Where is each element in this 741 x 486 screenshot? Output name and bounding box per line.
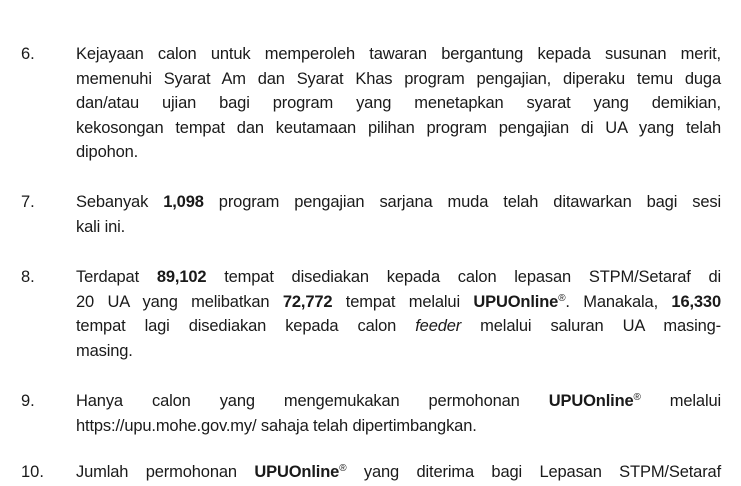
item-paragraph: [76, 460, 721, 485]
paragraph-line: memenuhi Syarat Am dan Syarat Khas program pengajian, diperaku temu duga: [76, 69, 721, 88]
item-number: 8.: [21, 268, 35, 286]
total-places: 89,102: [156, 268, 207, 286]
registered-mark: ®: [558, 292, 566, 304]
registered-mark: ®: [633, 392, 641, 403]
feeder-term: feeder: [415, 317, 462, 335]
paragraph-line: Kejayaan calon untuk memperoleh tawaran bergantung kepada susunan merit,: [76, 45, 721, 63]
item-number: 10.: [21, 463, 44, 481]
paragraph-line: dan/atau ujian bagi program yang menetapkan syarat yang demikian,: [76, 94, 721, 112]
paragraph-line: Jumlah permohonan UPUOnline® yang diterima bagi Lepasan STPM/Setaraf: [76, 463, 722, 481]
paragraph-line: 20 UA yang melibatkan 72,772 tempat melalui UPUOnline®. Manakala, 16,330: [76, 292, 721, 311]
registered-mark: ®: [339, 463, 347, 474]
item-number: 9.: [21, 392, 35, 410]
paragraph-line: dipohon.: [76, 143, 139, 161]
item-paragraph: [76, 265, 721, 363]
paragraph-line: Sebanyak 1,098 program pengajian sarjana muda telah ditawarkan bagi sesi: [76, 193, 721, 211]
upuonline-brand: UPUOnline: [254, 463, 340, 481]
upuonline-brand: UPUOnline: [473, 292, 559, 311]
paragraph-line: Hanya calon yang mengemukakan permohonan UPUOnline® melalui: [76, 392, 721, 410]
upu-url-text: https://upu.mohe.gov.my/ sahaja telah dipertimbangkan.: [76, 416, 477, 435]
item-paragraph: [76, 190, 721, 239]
paragraph-line: masing.: [76, 341, 133, 360]
item-number: 7.: [21, 193, 35, 211]
paragraph-line: kekosongan tempat dan keutamaan pilihan program pengajian di UA yang telah: [76, 118, 721, 137]
upu-places: 72,772: [282, 292, 333, 311]
feeder-places: 16,330: [671, 292, 721, 311]
item-number: 6.: [21, 45, 35, 63]
paragraph-line: kali ini.: [76, 217, 126, 236]
paragraph-line: tempat lagi disediakan kepada calon feeder melalui saluran UA masing-: [76, 317, 721, 335]
program-count: 1,098: [163, 193, 204, 211]
item-paragraph: [76, 42, 721, 165]
item-paragraph: [76, 389, 721, 438]
upuonline-brand: UPUOnline: [548, 392, 634, 410]
paragraph-line: Terdapat 89,102 tempat disediakan kepada calon lepasan STPM/Setaraf di: [76, 268, 721, 286]
